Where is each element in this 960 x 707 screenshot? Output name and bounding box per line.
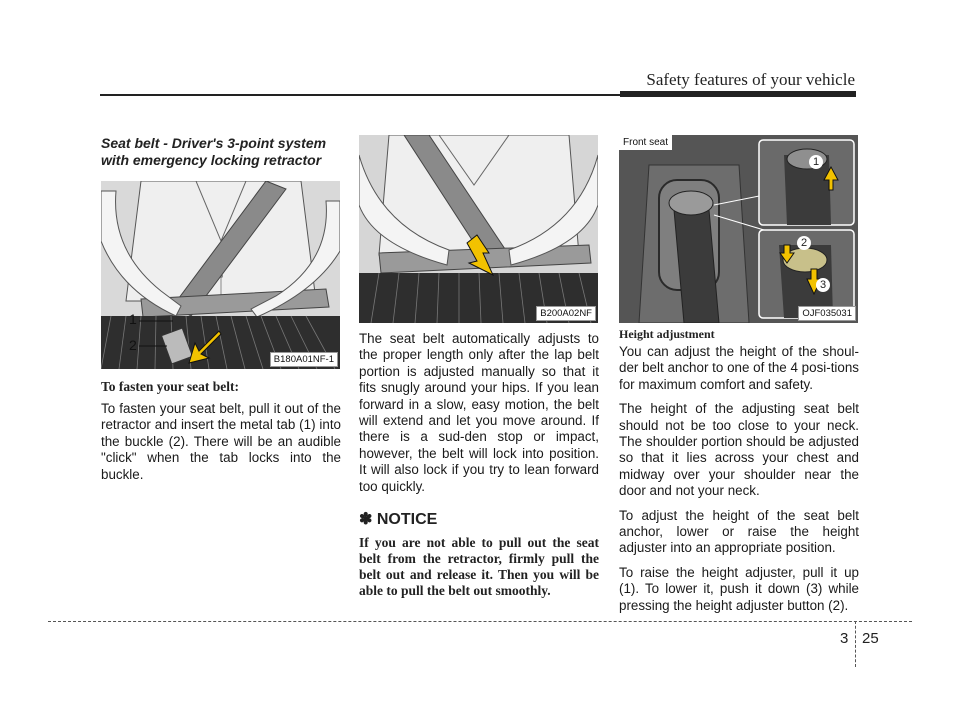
notice-heading: ✽ NOTICE [359,511,438,529]
callout-2: 2 [797,236,811,250]
callout-2: 2 [129,337,137,353]
column-3 [619,135,859,622]
height-paragraph-1: You can adjust the height of the shoul-der belt anchor to one of the 4 posi-tions for maximum comfort and safety. [619,344,859,392]
lap-belt-illustration [359,135,598,323]
chapter-number: 3 [840,630,849,647]
section-heading: Seat belt - Driver's 3-point system with emergency locking retractor [101,135,327,168]
auto-adjust-paragraph: The seat belt automatically adjusts to the proper length only after the lap belt portion is adjusted manually so that it fits snugly around your hips. If you lean forward in a slow, easy motion, the belt will extend and let you move around. If there is a sud-den stop or impact, however, the belt will lock into position. It will also lock if you try to lean forward too quickly. [359,331,599,494]
figure-fasten-belt [101,181,340,369]
notice-body: If you are not able to pull out the seat belt from the retractor, firmly pull the belt out and release it. Then you will be able to pull the belt out smoothly. [359,535,599,599]
callout-3: 3 [816,278,830,292]
column-2 [359,135,599,599]
height-paragraph-4: To raise the height adjuster, pull it up (1). To lower it, push it down (3) while pressing the height adjuster button (2). [619,564,859,613]
footer-divider [855,621,856,667]
height-adjustment-subheading: Height adjustment [619,327,715,341]
fasten-paragraph: To fasten your seat belt, pull it out of the retractor and insert the metal tab (1) into the buckle (2). There will be an audible "click" when the tab locks into the buckle. [101,401,341,482]
footer-rule [48,621,912,622]
page-number: 25 [862,630,879,647]
figure-code: B200A02NF [536,306,596,321]
figure-height-adjuster [619,135,858,323]
header-tab-bar [620,91,856,97]
callout-1: 1 [129,311,137,327]
callout-1: 1 [809,155,823,169]
figure-lap-belt [359,135,598,323]
column-1 [101,135,341,491]
height-paragraph-3: To adjust the height of the seat belt anchor, lower or raise the height adjuster into an appropriate position. [619,507,859,556]
figure-code: B180A01NF-1 [270,352,338,367]
fasten-subheading: To fasten your seat belt: [101,379,239,394]
height-paragraph-2: The height of the adjusting seat belt should not be too close to your neck. The shoulder portion should be adjusted so that it lies across your chest and midway over your shoulder near the door and not your neck. [619,401,859,499]
running-header-title: Safety features of your vehicle [646,70,855,89]
front-seat-label: Front seat [619,135,672,150]
figure-code: OJF035031 [798,306,856,321]
